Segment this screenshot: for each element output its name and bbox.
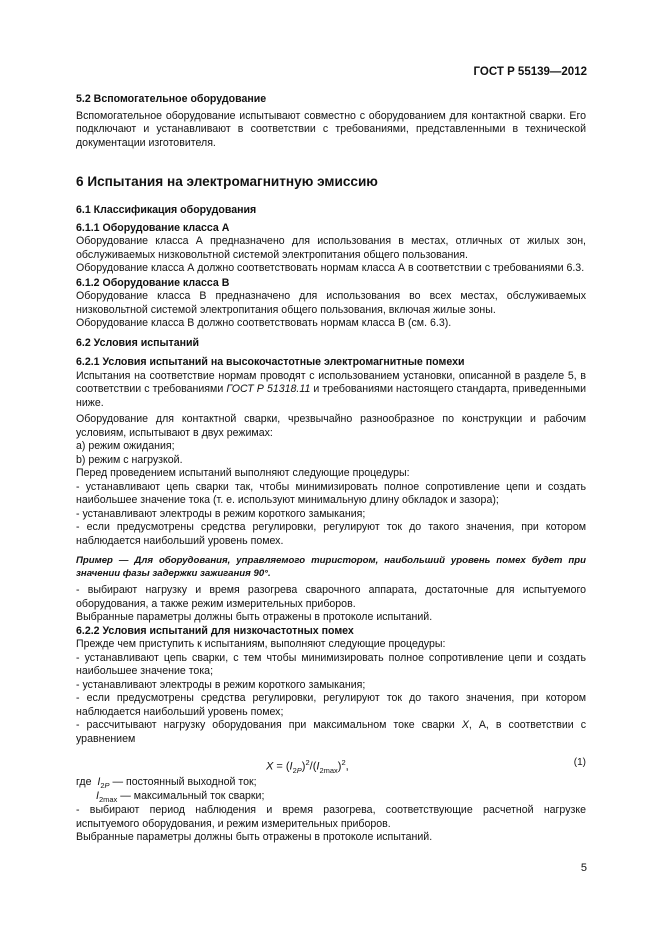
paragraph-text: - рассчитывают нагрузку оборудования при максимальном токе сварки xyxy=(76,719,462,731)
section-5-2-title: 5.2 Вспомогательное оборудование xyxy=(76,93,267,105)
section-6-2-2-title: 6.2.2 Условия испытаний для низкочастотных помех xyxy=(76,624,354,637)
section-6-title: 6 Испытания на электромагнитную эмиссию xyxy=(76,174,378,189)
variable-x: X xyxy=(461,719,469,731)
section-6-1-2-paragraph-2: Оборудование класса В должно соответствовать нормам класса В (см. 6.3). xyxy=(76,317,452,329)
equation-legend-1 xyxy=(76,776,586,790)
section-6-2-2-paragraph-2: Выбранные параметры должны быть отражены в протоколе испытаний. xyxy=(76,831,433,843)
procedure-item-3: - если предусмотрены средства регулировки, регулируют ток до такого значения, при котором наблюдается наибольший уровень помех. xyxy=(76,521,586,547)
section-6-1-1-paragraph-1: Оборудование класса А предназначено для использования в местах, отличных от жилых зон, обслуживаемых низковольтной системой электропитания общего пользования. xyxy=(76,235,586,261)
page-content xyxy=(76,93,586,845)
paragraph-text: Испытания на соответствие нормам проводят с использованием установки, описанной в разделе 5, в соответствии с требованиями xyxy=(76,369,586,395)
lf-procedure-item-5: - выбирают период наблюдения и время разогрева, соответствующие расчетной нагрузке испытуемого оборудования, и режим измерительных приборов. xyxy=(76,804,586,830)
section-5-2-paragraph: Вспомогательное оборудование испытывают совместно с оборудованием для контактной сварки. Его подключают и устанавливают в соответствии с требованиями, представленными в технической документации изготовителя. xyxy=(76,109,586,149)
where-word: где xyxy=(76,776,92,788)
lf-procedure-item-4 xyxy=(76,719,586,746)
section-6-2-1-paragraph-3: Перед проведением испытаний выполняют следующие процедуры: xyxy=(76,467,410,479)
page-number: 5 xyxy=(580,862,587,874)
section-6-1-1-paragraph-2: Оборудование класса А должно соответствовать нормам класса А в соответствии с требованиями 6.3. xyxy=(76,262,585,274)
equation-formula: $X = (I_{2P})^2/(I_{2max})^2$, xyxy=(266,758,349,775)
legend-text: — постоянный выходной ток; xyxy=(112,776,257,788)
section-6-2-2-paragraph-1: Прежде чем приступить к испытаниям, выполняют следующие процедуры: xyxy=(76,638,446,650)
section-6-1-2-paragraph-1: Оборудование класса В предназначено для использования во всех местах, обслуживаемых низковольтной системой электропитания общего пользования, включая жилые зоны. xyxy=(76,290,586,316)
procedure-item-2: - устанавливают электроды в режим короткого замыкания; xyxy=(76,507,366,520)
mode-a-item: а) режим ожидания; xyxy=(76,440,175,452)
example-note: Пример — Для оборудования, управляемого тиристором, наибольший уровень помех будет при значении фазы задержки зажигания 90°. xyxy=(76,555,586,579)
procedure-item-4: - выбирают нагрузку и время разогрева сварочного аппарата, достаточные для испытуемого оборудования, а также режим измерительных приборов. xyxy=(76,584,586,610)
legend-text: — максимальный ток сварки; xyxy=(120,790,265,802)
legend-symbol-i2max: $I_{2max}$ xyxy=(96,790,118,805)
lf-procedure-item-3: - если предусмотрены средства регулировки, регулируют ток до такого значения, при котором наблюдается наибольший уровень помех; xyxy=(76,692,586,718)
procedure-item-1: - устанавливают цепь сварки так, чтобы минимизировать полное сопротивление цепи и создать наибольшее значение тока (т. е. используют минимальную длину обкладок и зазора); xyxy=(76,480,586,506)
section-6-2-title: 6.2 Условия испытаний xyxy=(76,336,200,349)
equation-1 xyxy=(76,754,586,775)
section-6-1-title: 6.1 Классификация оборудования xyxy=(76,204,257,216)
mode-b-item: b) режим с нагрузкой. xyxy=(76,453,183,466)
equation-legend-2 xyxy=(76,790,586,804)
section-6-1-1-title: 6.1.1 Оборудование класса А xyxy=(76,221,230,234)
equation-number: (1) xyxy=(573,757,586,768)
paragraph-text: и требованиями настоящего стандарта, приведенными ниже. xyxy=(76,383,586,409)
section-6-2-1-paragraph-1 xyxy=(76,370,586,411)
standard-reference: ГОСТ Р 51318.11 xyxy=(226,383,311,395)
section-6-2-1-paragraph-2: Оборудование для контактной сварки, чрезвычайно разнообразное по конструкции и рабочим условиям, испытывают в двух режимах: xyxy=(76,413,586,439)
legend-symbol-i2p: $I_{2P}$ xyxy=(97,776,110,791)
lf-procedure-item-2: - устанавливают электроды в режим короткого замыкания; xyxy=(76,678,366,691)
paragraph-text: , А, в соответствии с уравнением xyxy=(76,719,586,745)
document-header: ГОСТ Р 55139—2012 xyxy=(473,66,587,78)
section-6-2-1-paragraph-4: Выбранные параметры должны быть отражены в протоколе испытаний. xyxy=(76,611,433,623)
section-6-1-2-title: 6.1.2 Оборудование класса В xyxy=(76,276,230,289)
section-6-2-1-title: 6.2.1 Условия испытаний на высокочастотные электромагнитные помехи xyxy=(76,356,465,368)
lf-procedure-item-1: - устанавливают цепь сварки, с тем чтобы минимизировать полное сопротивление цепи и создать наибольшее значение тока; xyxy=(76,651,586,677)
